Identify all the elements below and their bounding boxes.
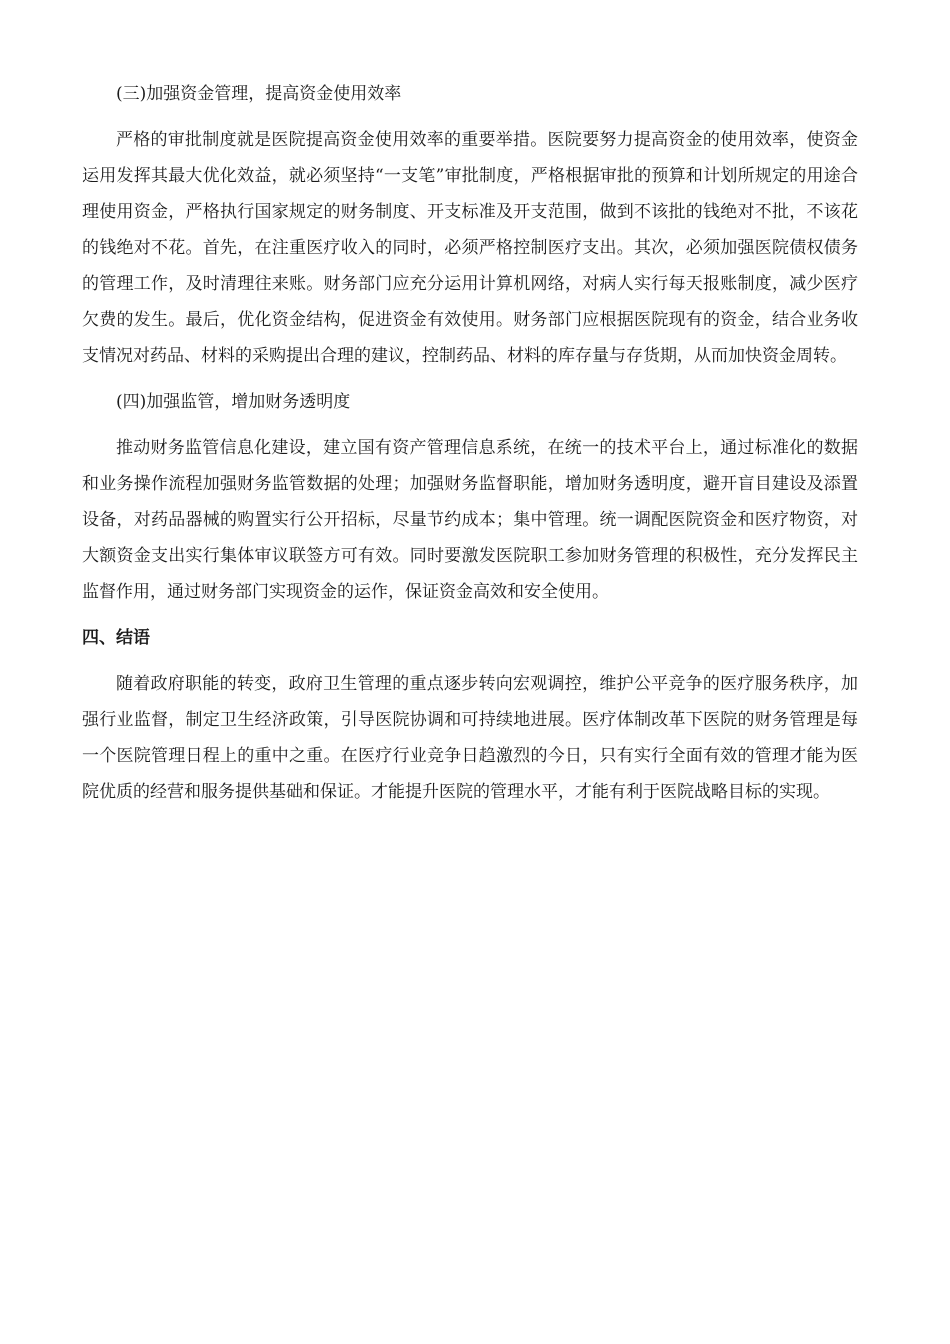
subsection-heading-4: (四)加强监管，增加财务透明度: [116, 392, 351, 412]
document-body: [82, 76, 858, 820]
subsection-paragraph-4: 推动财务监管信息化建设，建立国有资产管理信息系统，在统一的技术平台上，通过标准化的数据和业务操作流程加强财务监管数据的处理；加强财务监督职能，增加财务透明度，避开盲目建设及添置设备，对药品器械的购置实行公开招标，尽量节约成本；集中管理。统一调配医院资金和医疗物资，对大额资金支出实行集体审议联签方可有效。同时要激发医院职工参加财务管理的积极性，充分发挥民主监督作用，通过财务部门实现资金的运作，保证资金高效和安全使用。: [82, 438, 858, 602]
subsection-heading-3: (三)加强资金管理，提高资金使用效率: [116, 84, 402, 104]
conclusion-paragraph: 随着政府职能的转变，政府卫生管理的重点逐步转向宏观调控，维护公平竞争的医疗服务秩序，加强行业监督，制定卫生经济政策，引导医院协调和可持续地进展。医疗体制改革下医院的财务管理是每一个医院管理日程上的重中之重。在医疗行业竞争日趋激烈的今日，只有实行全面有效的管理才能为医院优质的经营和服务提供基础和保证。才能提升医院的管理水平，才能有利于医院战略目标的实现。: [82, 674, 858, 802]
section-heading-conclusion: 四、结语: [82, 628, 150, 648]
subsection-paragraph-3: 严格的审批制度就是医院提高资金使用效率的重要举措。医院要努力提高资金的使用效率，使资金运用发挥其最大优化效益，就必须坚持“一支笔”审批制度，严格根据审批的预算和计划所规定的用途合理使用资金，严格执行国家规定的财务制度、开支标准及开支范围，做到不该批的钱绝对不批，不该花的钱绝对不花。首先，在注重医疗收入的同时，必须严格控制医疗支出。其次，必须加强医院债权债务的管理工作，及时清理往来账。财务部门应充分运用计算机网络，对病人实行每天报账制度，减少医疗欠费的发生。最后，优化资金结构，促进资金有效使用。财务部门应根据医院现有的资金，结合业务收支情况对药品、材料的采购提出合理的建议，控制药品、材料的库存量与存货期，从而加快资金周转。: [82, 130, 858, 366]
